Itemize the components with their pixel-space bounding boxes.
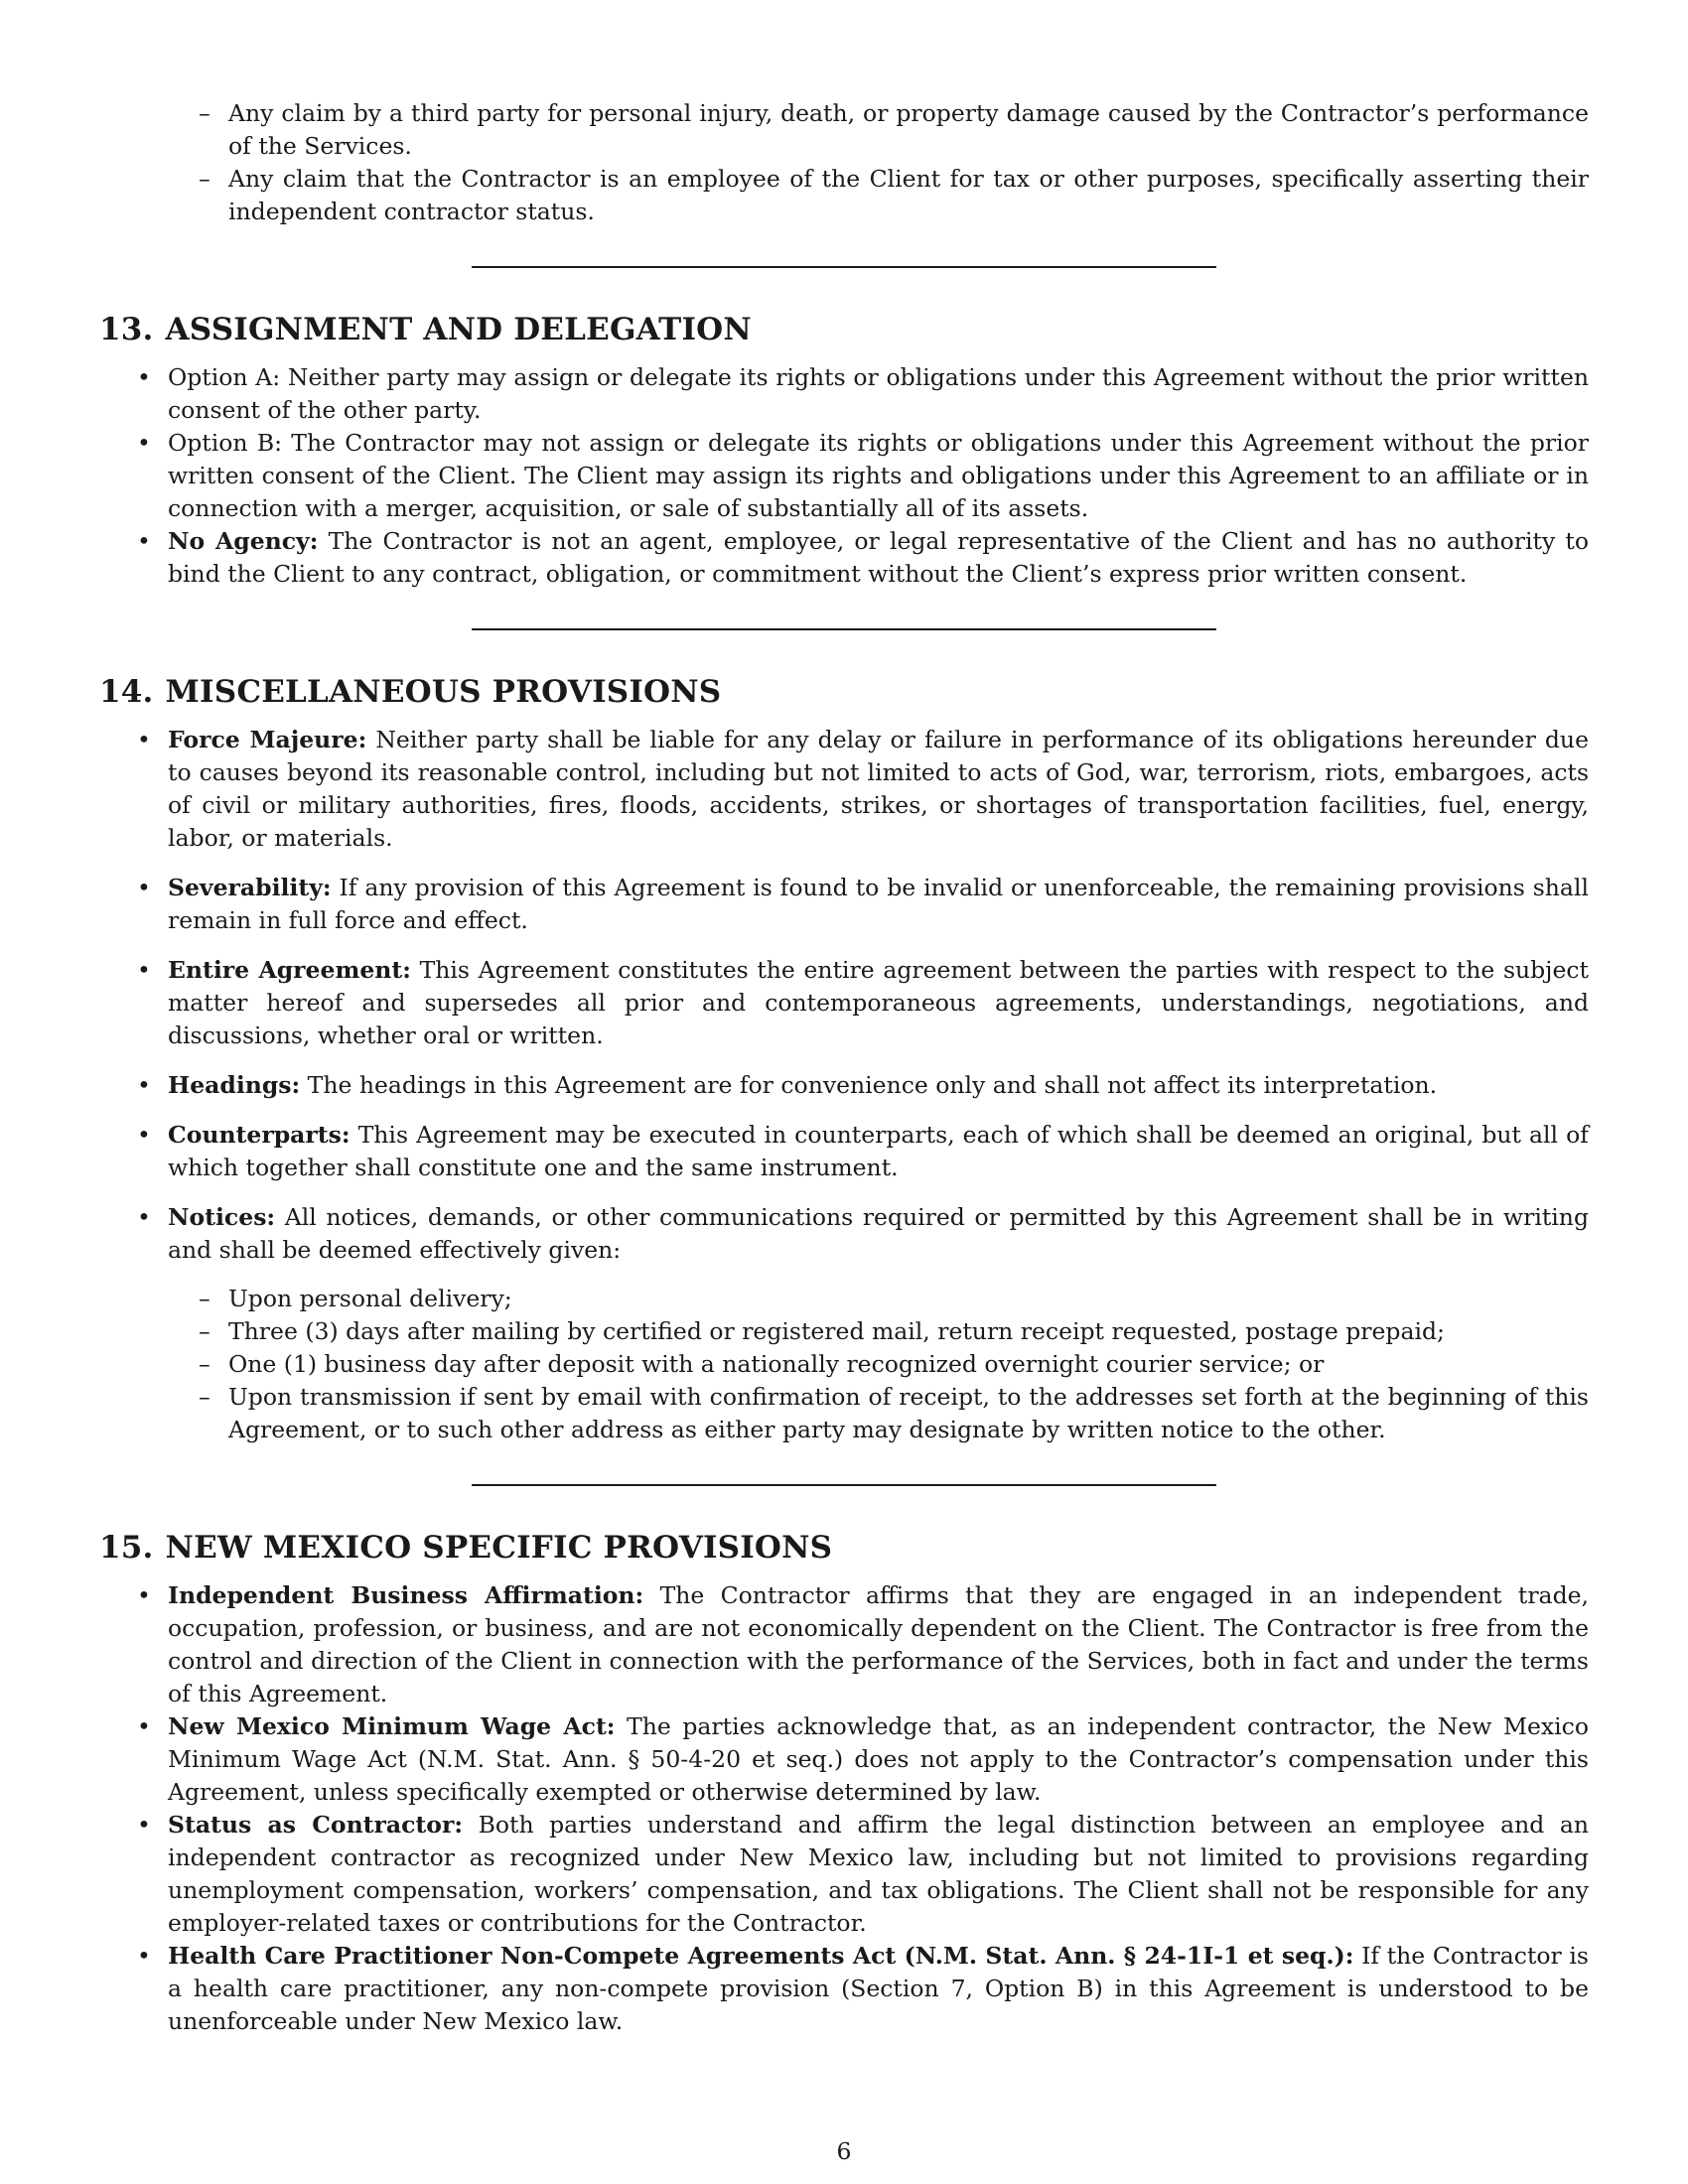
item-text: Option B: The Contractor may not assign or delegate its rights or obligations under this Agreement without the prior written consent of the Client. The Client may assign its rights and obligations under this Agreement to an affiliate or in connection with a merger, acquisition, or sale of substantially all of its assets.: [168, 429, 1589, 522]
item-text: The parties acknowledge that, as an independent contractor, the New Mexico Minimum Wage Act (N.M. Stat. Ann. § 50-4-20 et seq.) does not apply to the Contractor’s compensation under this Agreement, unless specifically exempted or otherwise determined by law.: [168, 1712, 1589, 1806]
item-term: Counterparts:: [168, 1121, 351, 1149]
section-number: 15.: [99, 1530, 154, 1566]
section-number: 14.: [99, 674, 154, 710]
list-item: – Any claim by a third party for personal injury, death, or property damage caused by the Contractor’s performance of the Services.: [199, 97, 1589, 163]
item-text: The Contractor is not an agent, employee, or legal representative of the Client and has no authority to bind the Client to any contract, obligation, or commitment without the Client’s express prior written consent.: [168, 527, 1589, 588]
item-text: This Agreement may be executed in counterparts, each of which shall be deemed an original, but all of which together shall constitute one and the same instrument.: [168, 1121, 1589, 1181]
list-item: – One (1) business day after deposit with a nationally recognized overnight courier service; or: [168, 1348, 1589, 1381]
item-term: Status as Contractor:: [168, 1811, 464, 1839]
section-divider: [472, 628, 1216, 630]
section-divider: [472, 1484, 1216, 1486]
section-14-heading: [99, 672, 1589, 712]
item-text: Option A: Neither party may assign or delegate its rights or obligations under this Agreement without the prior written consent of the other party.: [168, 363, 1589, 424]
list-item: [99, 427, 1589, 525]
list-item: [99, 954, 1589, 1052]
list-item: [99, 1069, 1589, 1102]
item-text: This Agreement constitutes the entire agreement between the parties with respect to the subject matter hereof and supersedes all prior and contemporaneous agreements, understandings, negotiations, and discussions, whether oral or written.: [168, 956, 1589, 1049]
list-item: – Upon personal delivery;: [168, 1283, 1589, 1315]
item-term: New Mexico Minimum Wage Act:: [168, 1712, 616, 1740]
list-item: [99, 724, 1589, 855]
section-number: 13.: [99, 312, 154, 347]
item-term: No Agency:: [168, 527, 319, 555]
list-item: [99, 1940, 1589, 2038]
document-page: [99, 97, 1589, 2038]
list-item: [99, 872, 1589, 937]
section-15-heading: [99, 1528, 1589, 1568]
claims-sublist: [199, 97, 1589, 228]
list-item: – Upon transmission if sent by email with confirmation of receipt, to the addresses set forth at the beginning of this Agreement, or to such other address as either party may designate by written notice to the other.: [168, 1381, 1589, 1446]
section-divider: [472, 266, 1216, 268]
item-text: All notices, demands, or other communications required or permitted by this Agreement shall be in writing and shall be deemed effectively given:: [168, 1203, 1589, 1264]
list-item: [99, 1119, 1589, 1184]
section-13-list: [99, 361, 1589, 591]
list-item: [99, 1201, 1589, 1446]
item-text: The Contractor affirms that they are engaged in an independent trade, occupation, profession, or business, and are not economically dependent on the Client. The Contractor is free from the control and direction of the Client in connection with the performance of the Services, both in fact and under the terms of this Agreement.: [168, 1581, 1589, 1707]
list-item: [99, 525, 1589, 591]
section-title: ASSIGNMENT AND DELEGATION: [165, 312, 752, 347]
notice-methods-list: [168, 1283, 1589, 1446]
section-title: MISCELLANEOUS PROVISIONS: [165, 674, 722, 710]
list-item: [99, 361, 1589, 427]
item-term: Force Majeure:: [168, 726, 367, 753]
list-item: – Three (3) days after mailing by certified or registered mail, return receipt requested, postage prepaid;: [168, 1315, 1589, 1348]
list-item: [99, 1809, 1589, 1940]
item-text: Neither party shall be liable for any delay or failure in performance of its obligations hereunder due to causes beyond its reasonable control, including but not limited to acts of God, war, terrorism, riots, embargoes, acts of civil or military authorities, fires, floods, accidents, strikes, or shortages of transportation facilities, fuel, energy, labor, or materials.: [168, 726, 1589, 852]
section-14-list: [99, 724, 1589, 1446]
item-text: If the Contractor is a health care practitioner, any non-compete provision (Section 7, Option B) in this Agreement is understood to be unenforceable under New Mexico law.: [168, 1942, 1589, 2035]
section-13-heading: [99, 310, 1589, 349]
item-text: Both parties understand and affirm the legal distinction between an employee and an independent contractor as recognized under New Mexico law, including but not limited to provisions regarding unemployment compensation, workers’ compensation, and tax obligations. The Client shall not be responsible for any employer-related taxes or contributions for the Contractor.: [168, 1811, 1589, 1937]
item-text: If any provision of this Agreement is found to be invalid or unenforceable, the remaining provisions shall remain in full force and effect.: [168, 874, 1589, 934]
section-15-list: [99, 1579, 1589, 2038]
item-term: Independent Business Affirmation:: [168, 1581, 644, 1609]
list-item: [99, 1710, 1589, 1809]
item-term: Notices:: [168, 1203, 276, 1231]
list-item: – Any claim that the Contractor is an employee of the Client for tax or other purposes, specifically asserting their independent contractor status.: [199, 163, 1589, 228]
list-item: [99, 1579, 1589, 1710]
item-term: Health Care Practitioner Non-Compete Agreements Act (N.M. Stat. Ann. § 24-1I-1 et seq.):: [168, 1942, 1354, 1970]
section-title: NEW MEXICO SPECIFIC PROVISIONS: [165, 1530, 833, 1566]
item-term: Headings:: [168, 1071, 301, 1099]
page-number: 6: [836, 2137, 852, 2165]
item-text: The headings in this Agreement are for convenience only and shall not affect its interpretation.: [307, 1071, 1438, 1099]
item-term: Severability:: [168, 874, 332, 901]
item-term: Entire Agreement:: [168, 956, 411, 984]
